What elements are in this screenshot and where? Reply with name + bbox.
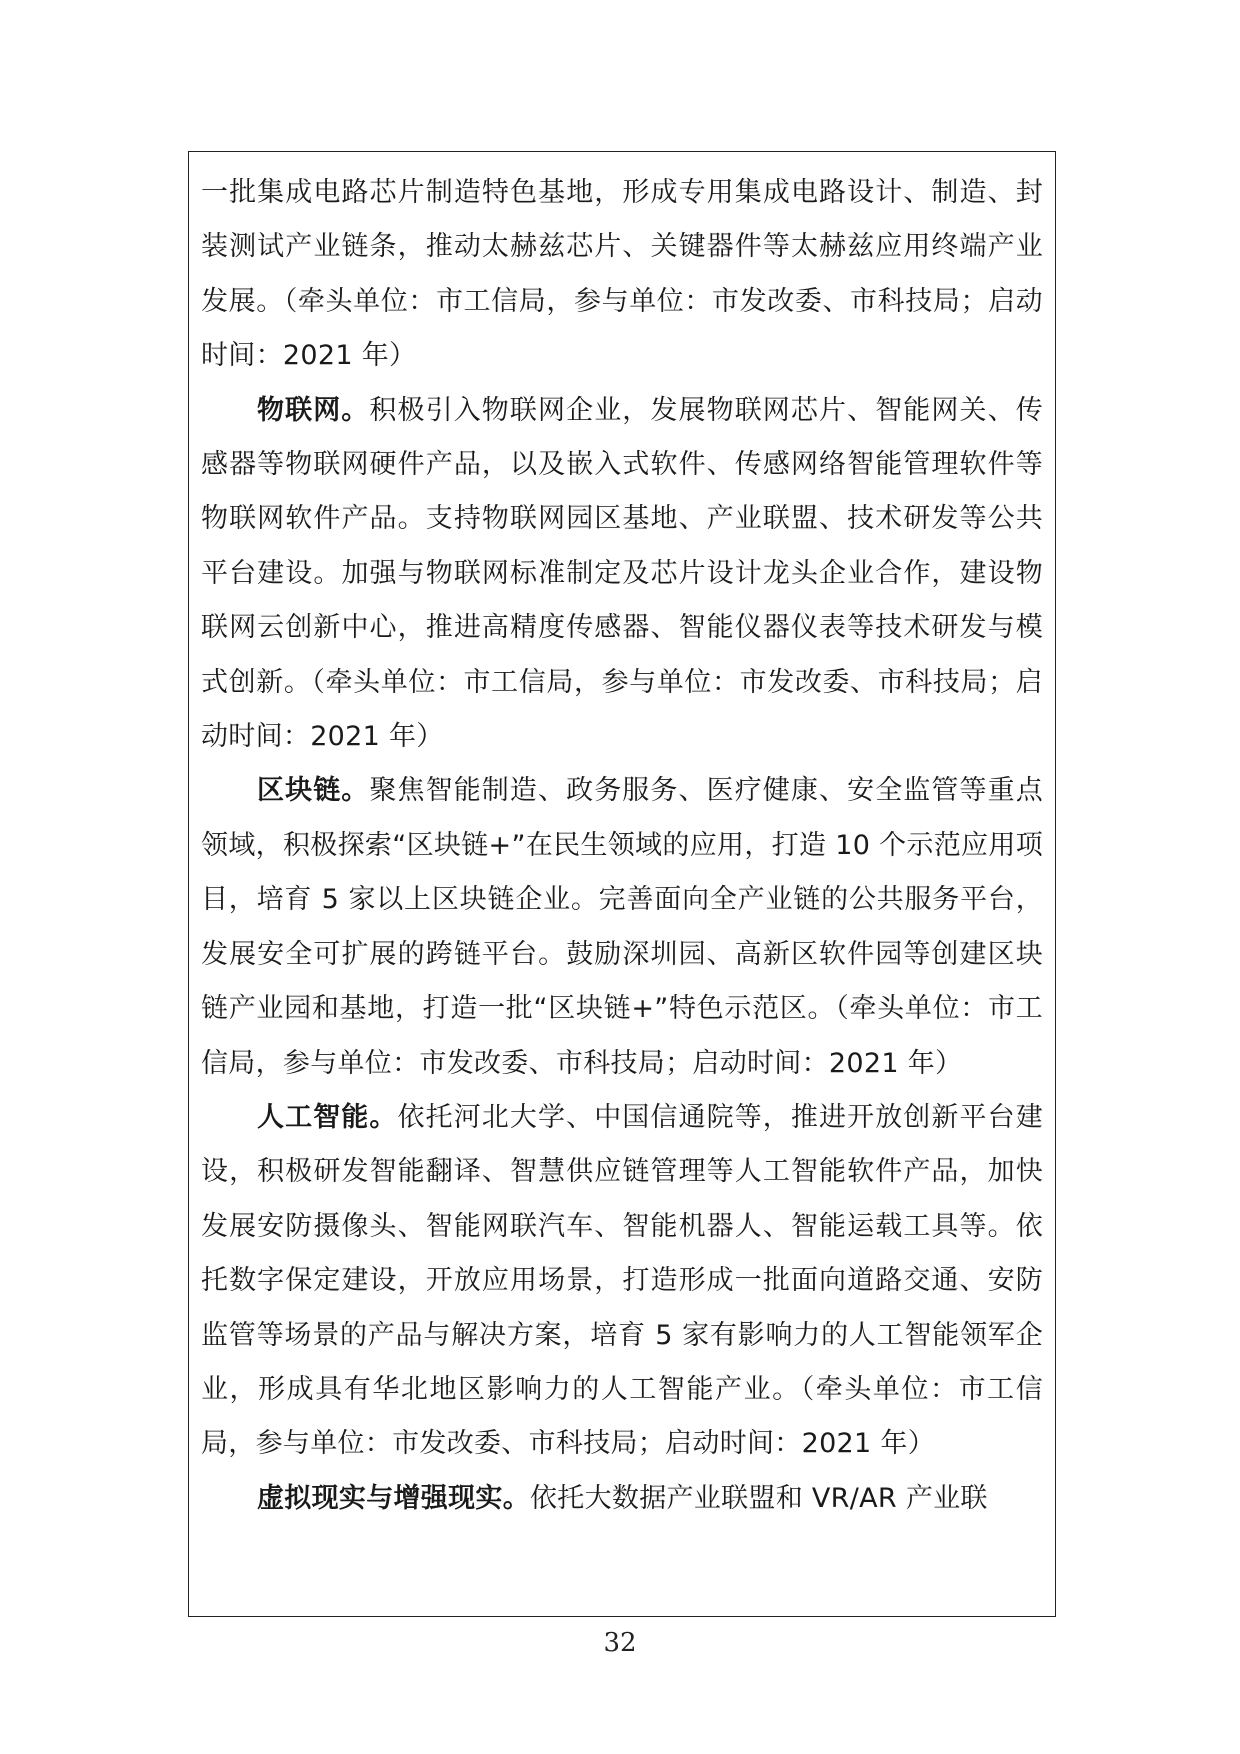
- paragraph-text: 依托河北大学、中国信通院等，推进开放创新平台建设，积极研发智能翻译、智慧供应链管理等人工智能软件产品，加快发展安防摄像头、智能网联汽车、智能机器人、智能运载工具等。依托数字保定建设，开放应用场景，打造形成一批面向道路交通、安防监管等场景的产品与解决方案，培育 5 家有影响力的人工智能领军企业，形成具有华北地区影响力的人工智能产业。（牵头单位：市工信局，参与单位：市发改委、市科技局；启动时间：2021 年）: [201, 1101, 1043, 1460]
- paragraph-iot: [201, 384, 1043, 765]
- paragraph-text: 依托大数据产业联盟和 VR/AR 产业联: [530, 1482, 988, 1514]
- paragraph-text: 聚焦智能制造、政务服务、医疗健康、安全监管等重点领域，积极探索“区块链+”在民生领域的应用，打造 10 个示范应用项目，培育 5 家以上区块链企业。完善面向全产业链的公共服务平台，发展安全可扩展的跨链平台。鼓励深圳园、高新区软件园等创建区块链产业园和基地，打造一批“区块链+”特色示范区。（牵头单位：市工信局，参与单位：市发改委、市科技局；启动时间：2021 年）: [201, 775, 1043, 1079]
- paragraph-vr-ar: [201, 1472, 1043, 1526]
- paragraph-heading-ai: 人工智能。: [257, 1101, 398, 1133]
- paragraph-text: 一批集成电路芯片制造特色基地，形成专用集成电路设计、制造、封装测试产业链条，推动太赫兹芯片、关键器件等太赫兹应用终端产业发展。（牵头单位：市工信局，参与单位：市发改委、市科技局；启动时间：2021 年）: [201, 177, 1043, 372]
- content-frame: [188, 151, 1056, 1617]
- paragraph-heading-blockchain: 区块链。: [257, 775, 370, 807]
- paragraph-text: 积极引入物联网企业，发展物联网芯片、智能网关、传感器等物联网硬件产品，以及嵌入式软件、传感网络智能管理软件等物联网软件产品。支持物联网园区基地、产业联盟、技术研发等公共平台建设。加强与物联网标准制定及芯片设计龙头企业合作，建设物联网云创新中心，推进高精度传感器、智能仪器仪表等技术研发与模式创新。（牵头单位：市工信局，参与单位：市发改委、市科技局；启动时间：2021 年）: [201, 394, 1043, 753]
- page-number: 32: [603, 1628, 637, 1658]
- paragraph-heading-iot: 物联网。: [257, 394, 370, 426]
- paragraph-heading-vr-ar: 虚拟现实与增强现实。: [257, 1482, 530, 1514]
- paragraph-blockchain: [201, 764, 1043, 1090]
- paragraph-ic-continuation: [201, 166, 1043, 384]
- paragraph-ai: [201, 1091, 1043, 1472]
